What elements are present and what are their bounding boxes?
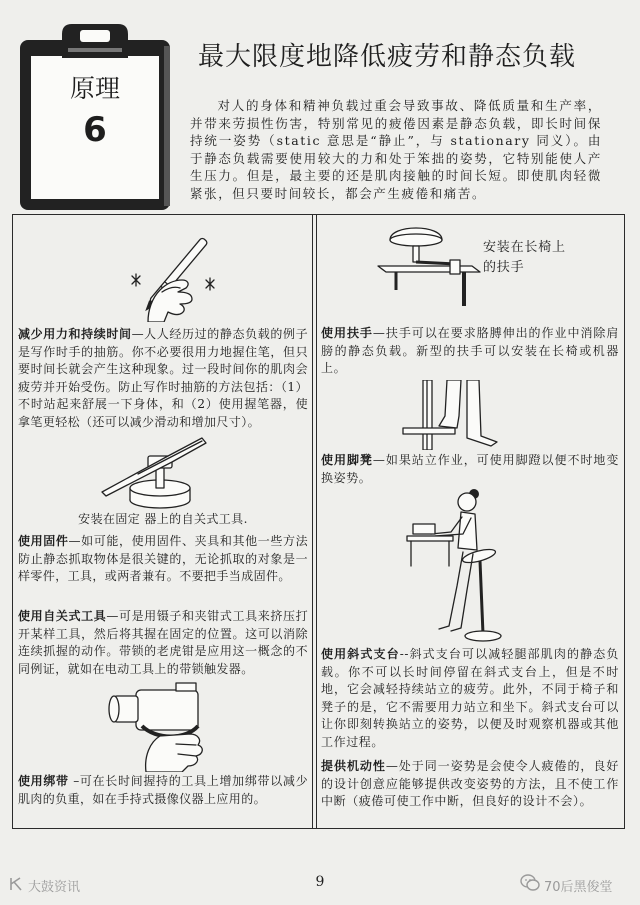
self-closing-text: —可是用镊子和夹钳式工具来挤压打开某样工具，然后将其握在固定的位置。这可以消除连续抓握的动作。带锁的老虎钳是应用这一概念的不同例证，就如在电动工具上的带锁触发器。 [18,609,308,676]
clamp-tool-illustration [98,432,213,510]
sit-stand-heading: 使用斜式支台 [321,647,400,661]
principle-label: 原理 [69,74,120,103]
page-number: 9 [315,874,325,890]
fixtures-text: —如可能，使用固件、夹具和其他一些方法防止静态抓取物体是很关键的，无论抓取的对象是一样零件，工具，或两者兼有。不要把手当成固件。 [18,534,308,583]
sit-stand-paragraph [321,646,619,751]
sit-stand-support-illustration [403,486,515,644]
wechat-icon [520,874,540,892]
reduce-force-text: —人人经历过的静态负载的例子是写作时手的抽筋。你不必要很用力地握住笔，但只要时间长就会产生这种现象。过一段时间你的肌肉会疲劳并开始受伤。防止写作时抽筋的方法包括：（1）不时站起来舒展一下身体，和（2）使用握笔器，使拿笔更轻松（还可以减少滑动和增加尺寸）。 [18,327,308,429]
armrests-paragraph [321,325,619,378]
armrests-text: —扶手可以在要求胳膊伸出的作业中消除肩膀的静态负载。新型的扶手可以安装在长椅或机器上。 [321,326,619,375]
clamp-caption: 安装在固定 器上的自关式工具. [78,512,248,526]
column-divider [312,214,317,829]
principle-number: 6 [83,110,107,150]
armrest-caption: 安装在长椅上的扶手 [483,240,566,275]
self-closing-heading: 使用自关式工具 [18,609,107,623]
hand-writing-illustration [118,222,230,322]
straps-paragraph [18,773,308,808]
reduce-force-paragraph [18,326,308,431]
reduce-force-heading: 减少用力和持续时间 [18,327,132,341]
straps-heading: 使用绑带 [18,774,69,788]
watermark-logo-icon [8,876,24,892]
armrest-illustration [376,218,482,306]
fixtures-paragraph [18,533,308,586]
mobility-heading: 提供机动性 [321,759,386,773]
footrest-text: —如果站立作业，可使用脚蹬以便不时地变换姿势。 [321,453,619,485]
footrest-illustration [395,380,507,450]
mobility-text: —处于同一姿势是会使令人疲倦的，良好的设计创意应能够提供改变姿势的方法，且不使工作中断（疲倦可使工作中断，但良好的设计不会）。 [321,759,619,808]
watermark-right: 70后黑俊堂 [544,880,613,895]
footrest-paragraph [321,452,619,487]
straps-text: –可在长时间握持的工具上增加绑带以减少肌肉的负重，如在手持式摄像仪器上应用的。 [18,774,308,806]
mobility-paragraph [321,758,619,811]
fixtures-heading: 使用固件 [18,534,69,548]
intro-paragraph: 对人的身体和精神负载过重会导致事故、降低质量和生产率，并带来劳损性伤害，特别常见的疲倦因素是静态负载，即长时间保持统一姿势（static 意思是“静止”，与 stationary 同义）。由于静态负载需要使用较大的力和处于笨拙的姿势，它特别能使人产生压力。但是，最主要的还是肌肉接触的时间长短。即使肌肉轻微紧张，但只要时间较长，都会产生疲倦和痛苦。 [190,98,602,201]
armrests-heading: 使用扶手 [321,326,373,340]
page-title: 最大限度地降低疲劳和静态负载 [198,42,577,72]
watermark-left: 大鼓资讯 [28,880,81,895]
footrest-heading: 使用脚凳 [321,453,373,467]
self-closing-paragraph [18,608,308,678]
sit-stand-text: --斜式支台可以减轻腿部肌肉的静态负载。你不可以长时间停留在斜式支台上，但是不时地，它会减轻持续站立的疲劳。此外，不同于椅子和凳子的是，它不需要用力站立和坐下。斜式支台可以让你即刻转换站立的姿势，以便及时观察机器或其他工作过程。 [321,647,619,749]
camcorder-strap-illustration [106,682,221,772]
